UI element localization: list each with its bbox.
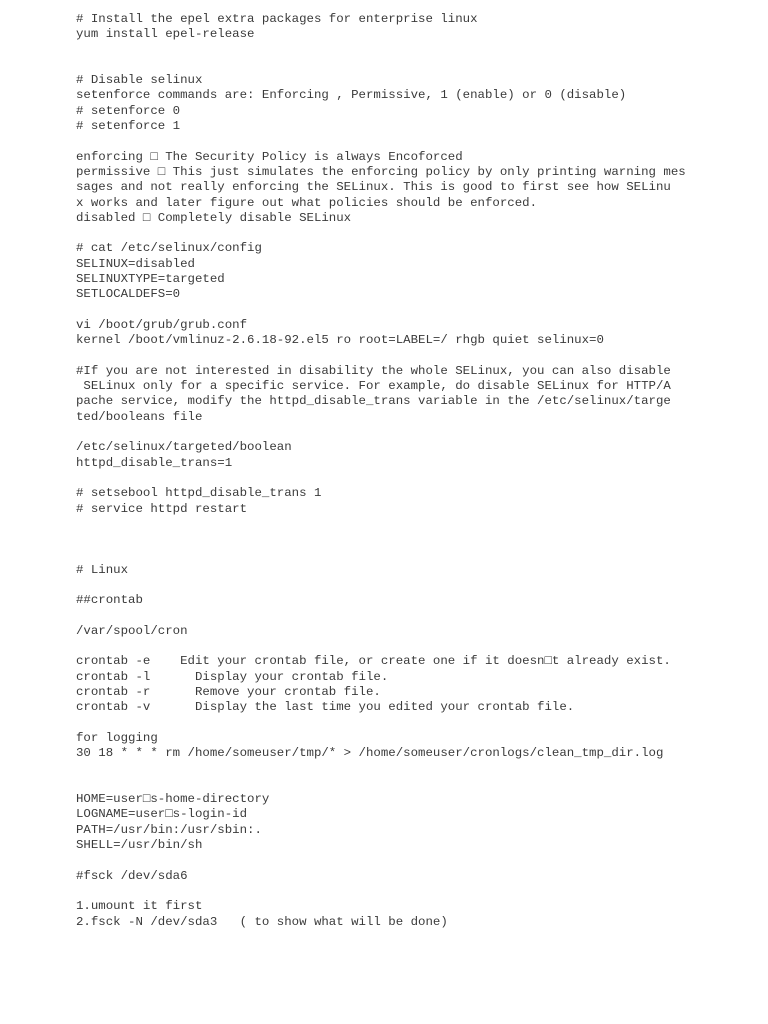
text-line: crontab -l Display your crontab file. — [76, 669, 389, 684]
blank-line — [76, 43, 756, 58]
text-line: vi /boot/grub/grub.conf — [76, 317, 248, 332]
text-line: disabled □ Completely disable SELinux — [76, 210, 352, 225]
text-line: #If you are not interested in disability the whole SELinux, you can also disable — [76, 363, 671, 378]
blank-line — [76, 547, 756, 562]
text-line: httpd_disable_trans=1 — [76, 455, 233, 470]
blank-line — [76, 303, 756, 318]
blank-line — [76, 349, 756, 364]
text-line: HOME=user□s-home-directory — [76, 792, 270, 807]
text-line: 1.umount it first — [76, 899, 203, 914]
document-page — [76, 12, 756, 930]
blank-line — [76, 578, 756, 593]
text-line: # cat /etc/selinux/config — [76, 241, 262, 256]
text-line: ted/booleans file — [76, 409, 203, 424]
text-line: SELINUX=disabled — [76, 256, 195, 271]
text-line: # service httpd restart — [76, 501, 248, 516]
blank-line — [76, 226, 756, 241]
text-line: kernel /boot/vmlinuz-2.6.18-92.el5 ro root=LABEL=/ rhgb quiet selinux=0 — [76, 333, 604, 348]
text-line: 30 18 * * * rm /home/someuser/tmp/* > /home/someuser/cronlogs/clean_tmp_dir.log — [76, 746, 664, 761]
text-line: SETLOCALDEFS=0 — [76, 287, 181, 302]
blank-line — [76, 762, 756, 777]
text-line: /var/spool/cron — [76, 623, 188, 638]
text-line: permissive □ This just simulates the enforcing policy by only printing warning mes — [76, 164, 686, 179]
text-line: crontab -e Edit your crontab file, or create one if it doesn□t already exist. — [76, 654, 671, 669]
text-line: LOGNAME=user□s-login-id — [76, 807, 248, 822]
text-line: pache service, modify the httpd_disable_trans variable in the /etc/selinux/targe — [76, 394, 671, 409]
text-line: SELinux only for a specific service. For example, do disable SELinux for HTTP/A — [76, 379, 671, 394]
text-line: /etc/selinux/targeted/boolean — [76, 440, 292, 455]
blank-line — [76, 884, 756, 899]
text-line: # Linux — [76, 562, 129, 577]
blank-line — [76, 532, 756, 547]
text-line: ##crontab — [76, 593, 143, 608]
text-line: # setenforce 0 — [76, 103, 181, 118]
text-line: # Disable selinux — [76, 73, 203, 88]
text-line: setenforce commands are: Enforcing , Permissive, 1 (enable) or 0 (disable) — [76, 88, 627, 103]
text-line: #fsck /dev/sda6 — [76, 868, 188, 883]
text-line: enforcing □ The Security Policy is always Encoforced — [76, 149, 463, 164]
text-line: for logging — [76, 730, 158, 745]
text-line: # setsebool httpd_disable_trans 1 — [76, 486, 322, 501]
text-line: crontab -v Display the last time you edited your crontab file. — [76, 700, 575, 715]
text-line: sages and not really enforcing the SELinux. This is good to first see how SELinu — [76, 180, 671, 195]
blank-line — [76, 425, 756, 440]
text-line: PATH=/usr/bin:/usr/sbin:. — [76, 822, 262, 837]
blank-line — [76, 639, 756, 654]
text-line: yum install epel-release — [76, 27, 255, 42]
text-line: x works and later figure out what policies should be enforced. — [76, 195, 538, 210]
text-line: crontab -r Remove your crontab file. — [76, 685, 381, 700]
blank-line — [76, 777, 756, 792]
blank-line — [76, 517, 756, 532]
blank-line — [76, 471, 756, 486]
text-line: # Install the epel extra packages for enterprise linux — [76, 12, 478, 26]
blank-line — [76, 853, 756, 868]
blank-line — [76, 134, 756, 149]
text-line: SHELL=/usr/bin/sh — [76, 838, 203, 853]
blank-line — [76, 609, 756, 624]
text-line: # setenforce 1 — [76, 119, 181, 134]
blank-line — [76, 58, 756, 73]
blank-line — [76, 716, 756, 731]
text-line: SELINUXTYPE=targeted — [76, 272, 225, 287]
text-line: 2.fsck -N /dev/sda3 ( to show what will be done) — [76, 914, 448, 929]
